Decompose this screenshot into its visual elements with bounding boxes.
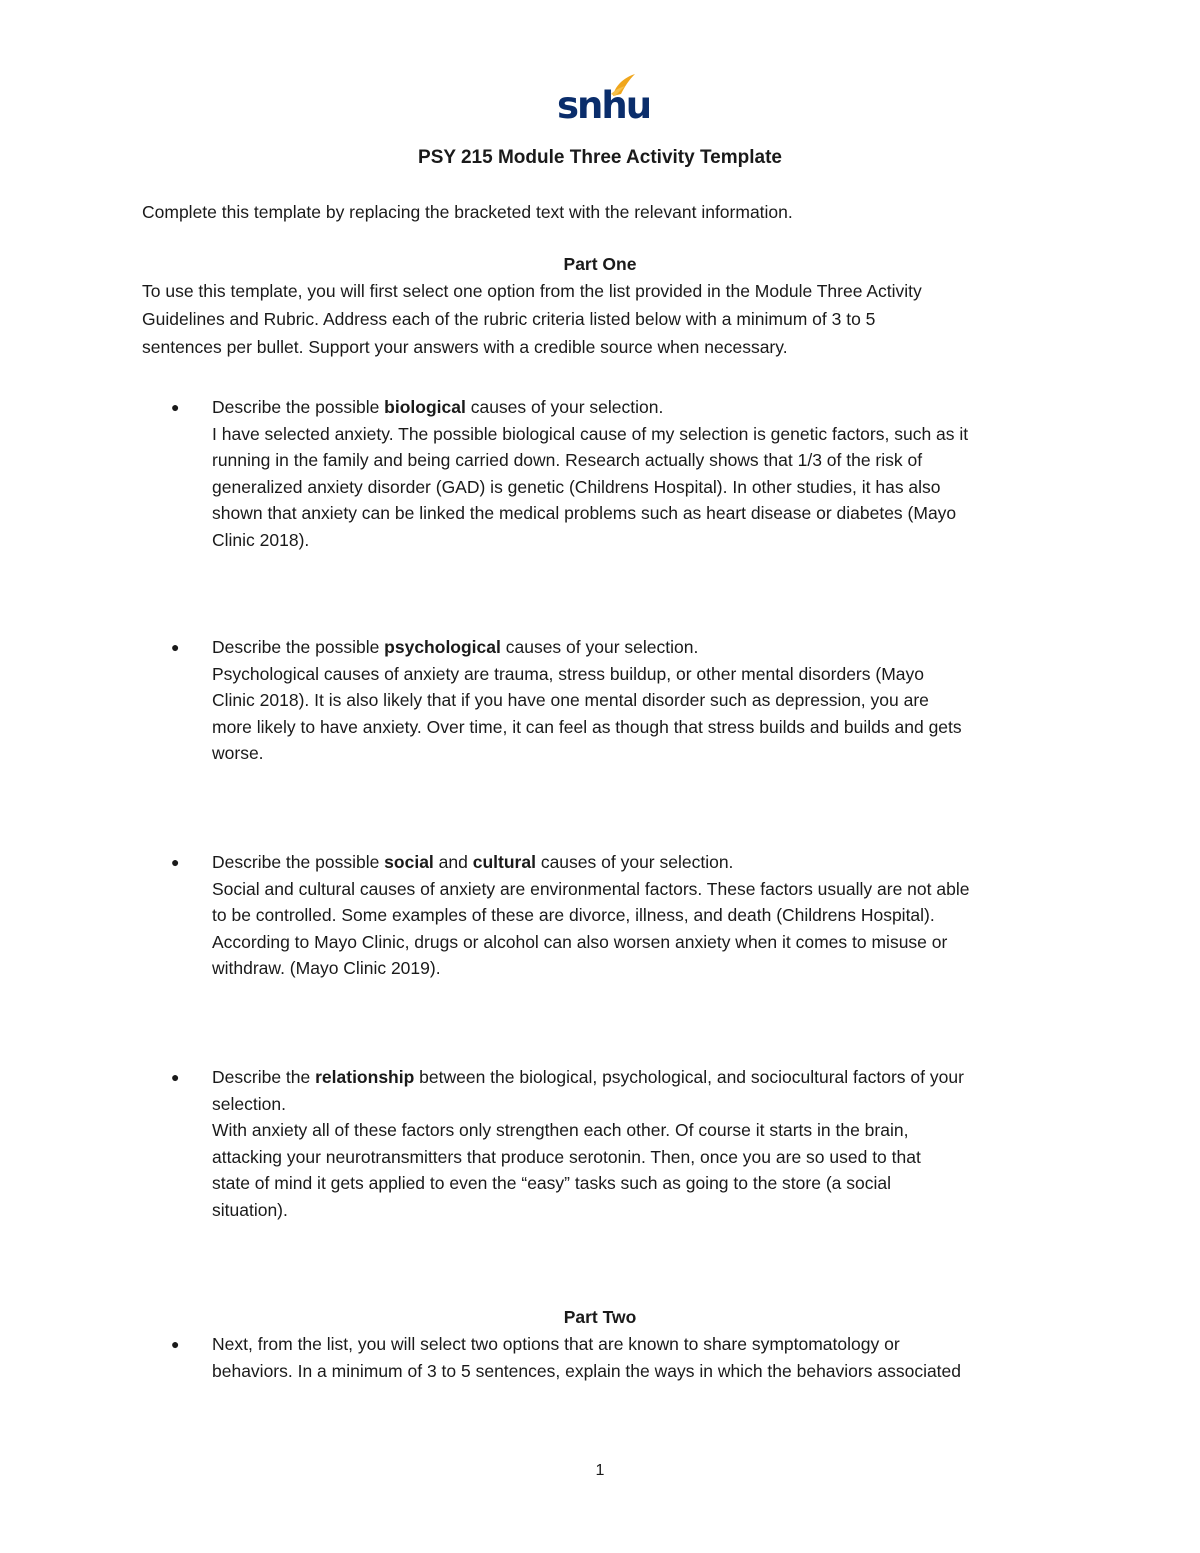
prompt-text: Describe the bbox=[212, 1067, 316, 1087]
item-prompt-continuation: selection. bbox=[212, 1093, 286, 1114]
intro-text: Complete this template by replacing the bracketed text with the relevant information. bbox=[142, 202, 793, 222]
part-two-line: Next, from the list, you will select two options that are known to share symptomatology or bbox=[212, 1334, 900, 1354]
bullet-icon: ● bbox=[171, 639, 180, 655]
part-two-heading: Part Two bbox=[563, 1307, 637, 1327]
prompt-bold: biological bbox=[384, 397, 466, 417]
part-one-description bbox=[142, 277, 1062, 361]
answer-line: generalized anxiety disorder (GAD) is genetic (Childrens Hospital). In other studies, it has also bbox=[212, 476, 941, 497]
prompt-bold: social bbox=[384, 852, 434, 872]
list-item-relationship bbox=[212, 1064, 1072, 1223]
prompt-text: Describe the possible bbox=[212, 637, 385, 657]
prompt-text: causes of your selection. bbox=[535, 852, 734, 872]
list-item-psychological bbox=[212, 634, 1072, 767]
answer-line: worse. bbox=[212, 743, 264, 763]
answer-line: Clinic 2018). bbox=[212, 529, 310, 550]
answer-line: According to Mayo Clinic, drugs or alcohol can also worsen anxiety when it comes to misuse or bbox=[212, 931, 948, 952]
prompt-text: between the biological, psychological, and sociocultural factors of your bbox=[414, 1067, 964, 1087]
item-prompt bbox=[212, 849, 1072, 876]
description-line: To use this template, you will first select one option from the list provided in the Module Three Activity bbox=[142, 281, 922, 301]
answer-line: situation). bbox=[212, 1199, 288, 1220]
bullet-icon: ● bbox=[171, 1336, 180, 1352]
bullet-icon: ● bbox=[171, 854, 180, 870]
prompt-bold: cultural bbox=[472, 852, 536, 872]
prompt-text: causes of your selection. bbox=[500, 637, 699, 657]
item-prompt bbox=[212, 394, 1072, 421]
answer-line: running in the family and being carried down. Research actually shows that 1/3 of the risk of bbox=[212, 450, 923, 470]
prompt-text: and bbox=[433, 852, 473, 872]
answer-line: to be controlled. Some examples of these are divorce, illness, and death (Childrens Hospital). bbox=[212, 905, 935, 925]
item-prompt bbox=[212, 634, 1072, 661]
snhu-logo bbox=[557, 72, 651, 130]
answer-line: attacking your neurotransmitters that produce serotonin. Then, once you are so used to that bbox=[212, 1146, 921, 1167]
prompt-bold: psychological bbox=[384, 637, 501, 657]
answer-line: more likely to have anxiety. Over time, it can feel as though that stress builds and builds and gets bbox=[212, 716, 962, 737]
list-item-social-cultural bbox=[212, 849, 1072, 982]
description-line: sentences per bullet. Support your answers with a credible source when necessary. bbox=[142, 337, 788, 357]
bullet-icon: ● bbox=[171, 399, 180, 415]
part-one-heading: Part One bbox=[563, 254, 637, 274]
answer-line: state of mind it gets applied to even the “easy” tasks such as going to the store (a social bbox=[212, 1173, 891, 1193]
answer-line: I have selected anxiety. The possible biological cause of my selection is genetic factors, such as it bbox=[212, 423, 969, 444]
prompt-text: causes of your selection. bbox=[465, 397, 664, 417]
prompt-text: Describe the possible bbox=[212, 852, 385, 872]
item-prompt bbox=[212, 1064, 1072, 1091]
prompt-bold: relationship bbox=[315, 1067, 415, 1087]
list-item-part-two bbox=[212, 1331, 1072, 1384]
answer-line: With anxiety all of these factors only strengthen each other. Of course it starts in the brain, bbox=[212, 1120, 909, 1140]
list-item-biological bbox=[212, 394, 1072, 553]
bullet-icon: ● bbox=[171, 1069, 180, 1085]
description-line: Guidelines and Rubric. Address each of the rubric criteria listed below with a minimum of 3 to 5 bbox=[142, 309, 876, 329]
logo-text: snhu bbox=[557, 84, 651, 127]
answer-line: withdraw. (Mayo Clinic 2019). bbox=[212, 958, 441, 978]
answer-line: Social and cultural causes of anxiety are environmental factors. These factors usually are not able bbox=[212, 878, 970, 899]
prompt-text: Describe the possible bbox=[212, 397, 385, 417]
part-two-line: behaviors. In a minimum of 3 to 5 sentences, explain the ways in which the behaviors associated bbox=[212, 1360, 962, 1381]
answer-line: Psychological causes of anxiety are trauma, stress buildup, or other mental disorders (Mayo bbox=[212, 663, 924, 684]
answer-line: shown that anxiety can be linked the medical problems such as heart disease or diabetes (Mayo bbox=[212, 503, 957, 523]
page-title: PSY 215 Module Three Activity Template bbox=[418, 147, 782, 168]
answer-line: Clinic 2018). It is also likely that if you have one mental disorder such as depression, you are bbox=[212, 690, 929, 710]
page-number: 1 bbox=[595, 1462, 605, 1479]
